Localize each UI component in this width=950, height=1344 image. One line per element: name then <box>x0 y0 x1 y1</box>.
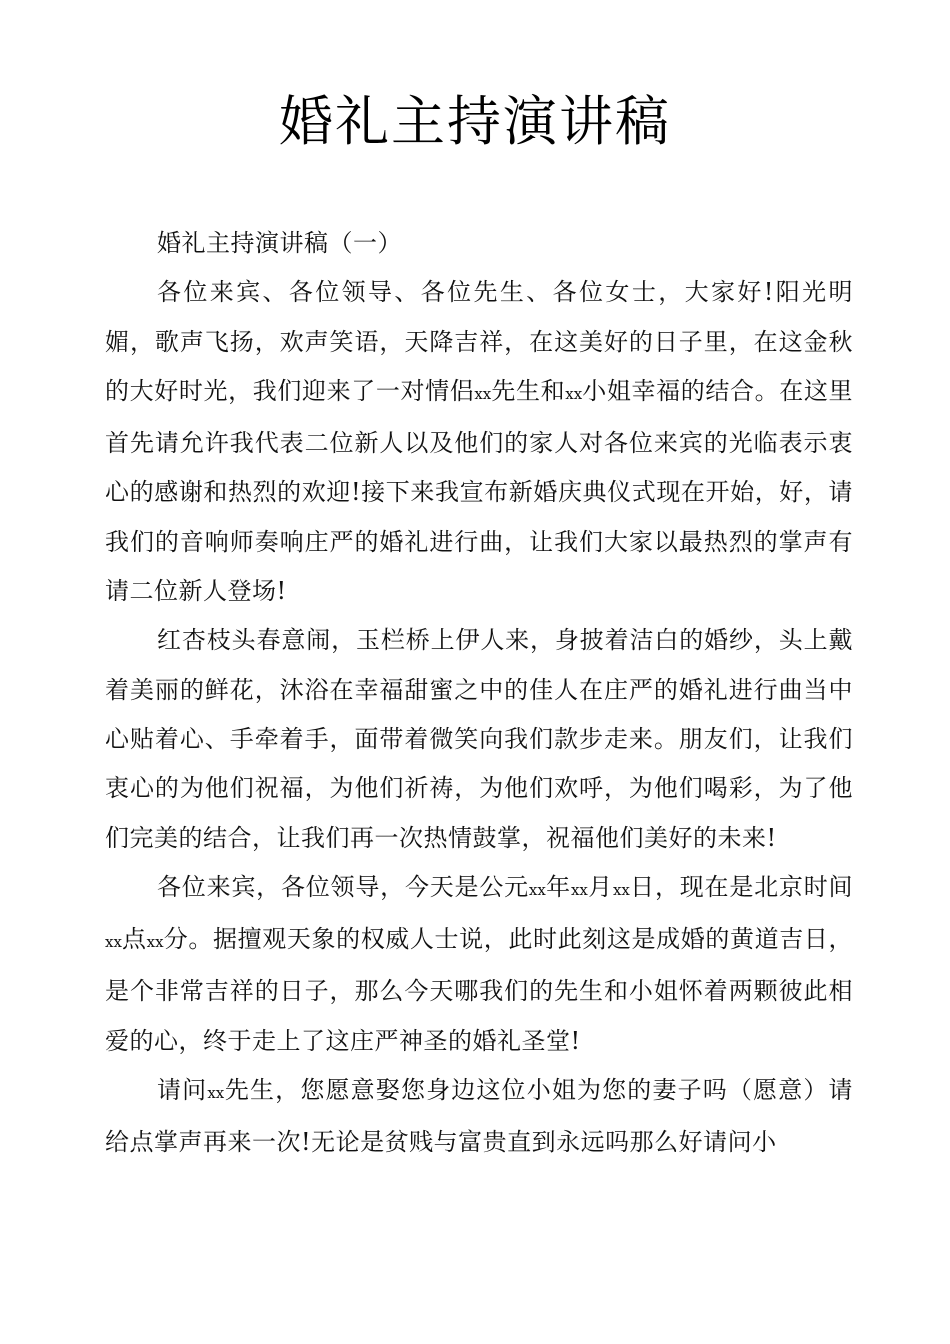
paragraph: 各位来宾、各位领导、各位先生、各位女士，大家好!阳光明媚，歌声飞扬，欢声笑语，天降吉祥，在这美好的日子里，在这金秋的大好时光，我们迎来了一对情侣xx先生和xx小姐幸福的结合。在这里首先请允许我代表二位新人以及他们的家人对各位来宾的光临表示衷心的感谢和热烈的欢迎!接下来我宣布新婚庆典仪式现在开始，好，请我们的音响师奏响庄严的婚礼进行曲，让我们大家以最热烈的掌声有请二位新人登场! <box>105 278 854 606</box>
paragraph: 各位来宾，各位领导，今天是公元xx年xx月xx日，现在是北京时间xx点xx分。据擅观天象的权威人士说，此时此刻这是成婚的黄道吉日，是个非常吉祥的日子，那么今天哪我们的先生和小姐怀着两颗彼此相爱的心，终于走上了这庄严神圣的婚礼圣堂! <box>105 872 854 1055</box>
section-heading: 婚礼主持演讲稿（一） <box>157 229 402 257</box>
paragraph: 红杏枝头春意闹，玉栏桥上伊人来，身披着洁白的婚纱，头上戴着美丽的鲜花，沐浴在幸福甜蜜之中的佳人在庄严的婚礼进行曲当中心贴着心、手牵着手，面带着微笑向我们款步走来。朋友们，让我们衷心的为他们祝福，为他们祈祷，为他们欢呼，为他们喝彩，为了他们完美的结合，让我们再一次热情鼓掌，祝福他们美好的未来! <box>105 626 853 852</box>
document-title: 婚礼主持演讲稿 <box>279 90 671 153</box>
document-body <box>105 219 853 1168</box>
paragraph: 请问xx先生，您愿意娶您身边这位小姐为您的妻子吗（愿意）请给点掌声再来一次!无论是贫贱与富贵直到永远吗那么好请问小 <box>105 1076 854 1157</box>
